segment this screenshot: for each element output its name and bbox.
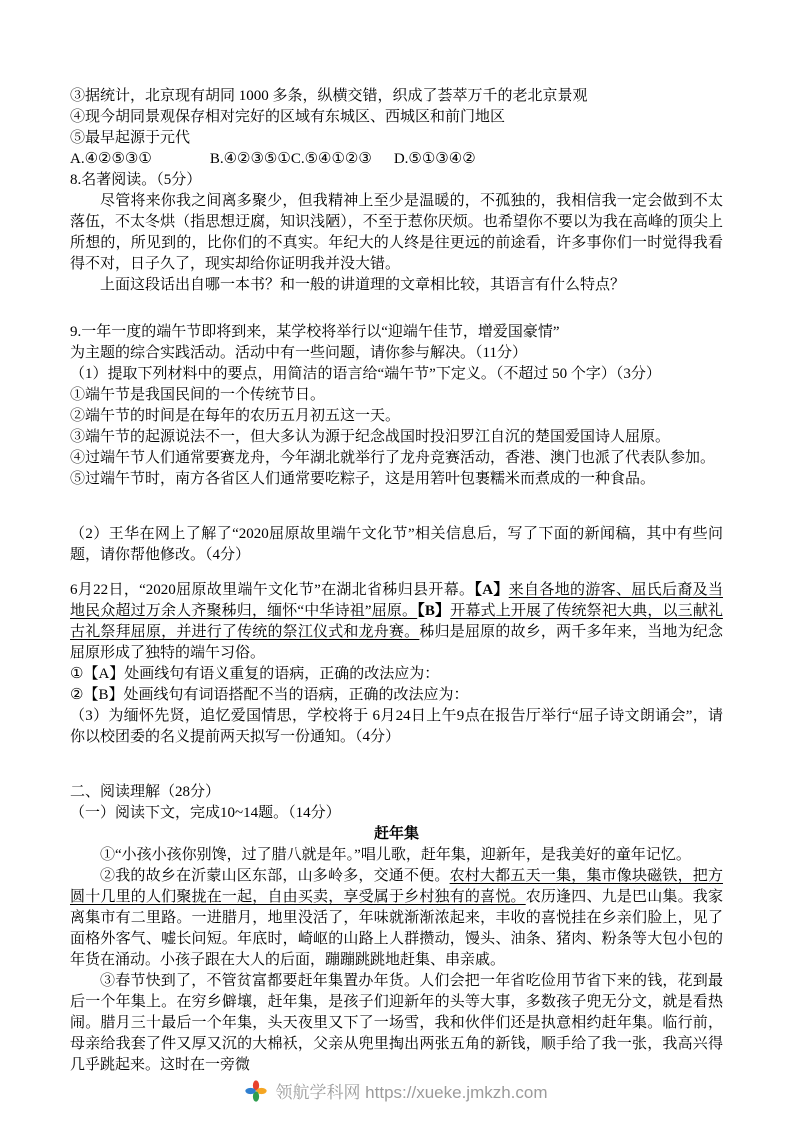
news-draft-paragraph [70,580,723,664]
xueke-logo-icon [245,1080,267,1102]
watermark-text: 领航学科网 https://xueke.jmkzh.com [275,1083,548,1102]
material-item-5: ⑤过端午节时，南方各省区人们通常要吃粽子，这是用箬叶包裹糯米而煮成的一种食品。 [70,471,656,487]
essay-title: 赶年集 [373,826,419,842]
essay-paragraph-3: ③春节快到了，不管贫富都要赶年集置办年货。人们会把一年省吃俭用节省下来的钱，花到最后一个年集上。在穷乡僻壤，赶年集，是孩子们迎新年的头等大事，多数孩子兜无分文，就是看热闹。腊月三十最后一个年集，头天夜里又下了一场雪，我和伙伴们还是执意相约赶年集。临行前，母亲给我套了件又厚又沉的大棉袄，父亲从兜里掏出两张五角的新钱，顺手给了我一张，我高兴得几乎跳起来。这时在一旁微 [70,973,723,1073]
choice-options-line [70,149,723,170]
option-d: D.⑤①③④② [393,151,476,167]
hutong-item-3: ③据统计，北京现有胡同 1000 多条，纵横交错，织成了荟萃万千的老北京景观 [70,88,588,104]
news-sentence-b: 开幕式上开展了传统祭祀大典，以三献礼古礼祭拜屈原，并进行了传统的祭江仪式和龙舟赛。 [70,603,723,640]
q8-question: 上面这段话出自哪一本书？和一般的讲道理的文章相比较，其语言有什么特点？ [100,277,626,293]
essay-paragraph-1: ①“小孩小孩你别馋，过了腊八就是年。”唱儿歌，赶年集，迎新年，是我美好的童年记忆。 [100,847,691,863]
news-marker-a: 【A】 [474,582,509,598]
section-2-sub-header: （一）阅读下文，完成10~14题。（14分） [70,805,341,821]
news-marker-b: 【B】 [417,603,451,619]
q9-intro-line-2: 为主题的综合实践活动。活动中有一些问题，请你参与解决。（11分） [70,345,527,361]
essay-paragraph-2 [70,866,723,971]
essay-p2-tail: 农历逢四、九是巴山集。我家离集市有二里路。一进腊月，地里没活了，年味就渐渐浓起来，丰收的喜悦挂在乡亲们脸上，见了面格外客气、嘘长问短。年底时，崎岖的山路上人群攒动，馒头、油条、猪肉、粉条等大包小包的年货在涌动。小孩子跟在大人的后面，蹦蹦跳跳地赶集、串亲戚。 [70,889,723,968]
q9-part1-prompt: （1）提取下列材料中的要点，用简洁的语言给“端午节”下定义。（不超过 50 个字）（3分） [70,366,661,382]
watermark [0,1078,793,1103]
material-item-2: ②端午节的时间是在每年的农历五月初五这一天。 [70,408,401,424]
q9-part2-prompt: （2）王华在网上了解了“2020屈原故里端午文化节”相关信息后，写了下面的新闻稿，其中有些问题，请你帮他修改。（4分） [70,526,723,563]
q9-part3-prompt: （3）为缅怀先贤，追忆爱国情思，学校将于 6月24日上午9点在报告厅举行“屈子诗文朗诵会”，请你以校团委的名义提前两天拟写一份通知。（4分） [70,708,723,745]
essay-p2-head: ②我的故乡在沂蒙山区东部，山多岭多，交通不便。 [100,868,450,884]
option-a: A.④②⑤③① [70,151,152,167]
news-tail: 秭归是屈原的故乡，两千多年来，当地为纪念屈原形成了独特的端午习俗。 [70,624,723,661]
q9-fix-a: ①【A】处画线句有语义重复的语病，正确的改法应为： [70,666,440,682]
hutong-item-5: ⑤最早起源于元代 [70,130,191,146]
news-lead: 6月22日，“2020屈原故里端午文化节”在湖北省秭归县开幕。 [70,582,475,598]
material-item-1: ①端午节是我国民间的一个传统节日。 [70,387,326,403]
material-item-3: ③端午节的起源说法不一，但大多认为源于纪念战国时投汨罗江自沉的楚国爱国诗人屈原。 [70,429,671,445]
option-b: B.④②③⑤① [209,151,291,167]
material-item-4: ④过端午节人们通常要赛龙舟，今年湖北就举行了龙舟竞赛活动，香港、澳门也派了代表队参加。 [70,450,716,466]
q8-passage: 尽管将来你我之间离多聚少，但我精神上至少是温暖的，不孤独的，我相信我一定会做到不太落伍，不太冬烘（指思想迂腐，知识浅陋），不至于惹你厌烦。也希望你不要以为我在高峰的顶尖上所想的，所见到的，比你们的不真实。年纪大的人终是往更远的前途看，许多事你们一时觉得我看得不对，日子久了，现实却给你证明我并没大错。 [70,193,723,272]
q8-header: 8.名著阅读。（5分） [70,172,202,188]
exam-content [70,86,723,1076]
q9-fix-b: ②【B】处画线句有词语搭配不当的语病，正确的改法应为： [70,687,469,703]
q9-intro-line-1: 9.一年一度的端午节即将到来，某学校将举行以“迎端午佳节，增爱国豪情” [70,324,560,340]
hutong-item-4: ④现今胡同景观保存相对完好的区域有东城区、西城区和前门地区 [70,109,506,125]
essay-p2-underlined: 农村大都五天一集，集市像块磁铁，把方圆十几里的人们聚拢在一起，自由买卖，享受属于乡村独有的喜悦。 [70,868,723,905]
section-2-header: 二、阅读理解（28分） [70,784,221,800]
option-c: C.⑤④①②③ [290,151,372,167]
news-sentence-a: 来自各地的游客、屈氏后裔及当地民众超过万余人齐聚秭归，缅怀“中华诗祖”屈原。 [70,582,723,619]
